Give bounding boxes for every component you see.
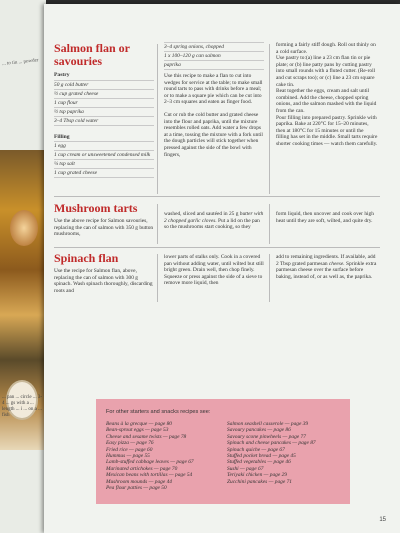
list-item: Beans à la grecque — page 80 <box>106 421 172 427</box>
column-divider <box>157 44 158 194</box>
pastry-heading: Pastry <box>54 72 70 78</box>
ingredient: ¼ tsp salt <box>54 159 154 168</box>
method-paragraph: Beat together the eggs, cream and salt until combined. Add the cheese, chopped spring onions, and the salmon mashed with the liquid from the can. <box>276 88 377 114</box>
method-paragraph: Use this recipe to make a flan to cut into wedges for service at the table; to make small round tarts to pass with drinks before a meal; or to make a square pie which can be cut into 2–3 cm squares and eaten as finger food. <box>164 73 263 106</box>
method-paragraph: Pour filling into prepared pastry. Sprinkle with paprika. Bake at 220°C for 15–20 minutes, then at 180°C for 15 minutes or until the filling has set in the middle. Small tarts require shorter cooking times — watch them carefully. <box>276 114 378 147</box>
list-item: Mushroom mounds — page 44 <box>106 478 172 485</box>
spinach-flan-col1 <box>54 252 154 294</box>
filling-heading: Filling <box>54 133 70 140</box>
mushroom-tarts-col2 <box>164 211 264 231</box>
salmon-flan-col3 <box>276 42 378 148</box>
spinach-flan-title: Spinach flan <box>54 251 119 265</box>
ingredient: ½ cup grated cheese <box>54 89 154 98</box>
list-item: Zucchini pancakes — page 71 <box>227 478 292 485</box>
list-item: Bean-sprout eggs — page 53 <box>106 427 169 434</box>
salmon-flan-col1 <box>54 42 154 178</box>
ingredient: 3–4 spring onions, chopped <box>164 42 264 51</box>
dish-image <box>10 210 38 246</box>
ingredient: 1 cup grated cheese <box>54 168 154 178</box>
list-item: Mexican beans with tortillas — page 54 <box>106 472 193 479</box>
list-item: Hummus — page 55 <box>106 453 150 460</box>
previous-page-text: ... to tin ... powder <box>1 58 39 68</box>
mushroom-text-c: Put a lid on the pan so the mushrooms start cooking, so they <box>164 217 260 231</box>
column-divider <box>269 254 270 302</box>
column-divider <box>157 204 158 244</box>
spinach-text: Use the recipe for Salmon flan, above, replacing the can of salmon with 300 g spinach. Wash spinach thoroughly, discarding roots and <box>54 268 153 294</box>
column-divider <box>157 254 158 302</box>
pastry-ingredients <box>54 80 154 126</box>
ingredient: ½ tsp paprika <box>54 107 154 116</box>
list-item: Lamb-stuffed cabbage leaves — page 67 <box>106 459 194 466</box>
mushroom-text: form liquid, then uncover and cook over high heat until they are soft, wilted, and quite dry. <box>276 211 374 224</box>
method-paragraph: Cut or rub the cold butter and grated cheese into the flour and paprika, until the mixture resembles rolled oats. Add water a few drops at a time, tossing the mixture with a fork until the dough particles will stick together when pressed against the side of the bowl with fingers, <box>164 111 263 158</box>
mushroom-text-italic: butter with 2 chopped garlic cloves. <box>164 211 264 224</box>
mushroom-text <box>164 211 264 231</box>
list-item: Marinated artichokes — page 70 <box>106 465 178 472</box>
list-item: Cheese and sesame twists — page 78 <box>106 433 187 440</box>
mushroom-tarts-col3 <box>276 211 378 224</box>
list-item: Pea flour patties — page 50 <box>106 485 167 492</box>
related-recipes-left <box>106 421 219 491</box>
section-divider <box>54 196 380 197</box>
spinach-text-c: Sprinkle extra parmesan cheese over the surface before baking, instead of, or as well as, the paprika. <box>276 260 377 280</box>
ingredient: 1 cup cream or unsweetened condensed milk <box>54 150 154 159</box>
method-paragraph: forming a fairly stiff dough. Roll out thinly on a cold surface. <box>276 42 376 55</box>
ingredient: 50 g cold butter <box>54 80 154 89</box>
list-item: Salmon seashell casserole — page 39 <box>227 421 309 427</box>
list-item: Spinach and cheese pancakes — page 87 <box>227 440 316 447</box>
spinach-text-italic: cheese. <box>328 260 345 267</box>
list-item: Savoury pancakes — page 86 <box>227 427 291 434</box>
list-item: Stuffed vegetables — page 46 <box>227 459 291 466</box>
salmon-flan-title: Salmon flan or savouries <box>54 41 130 68</box>
ingredient: 1 x 100–120 g can salmon <box>164 51 264 60</box>
spinach-flan-col3 <box>276 254 378 280</box>
list-item: Spinach quiche — page 67 <box>227 446 285 453</box>
column-divider <box>269 44 270 194</box>
related-recipes-intro: For other starters and snacks recipes see: <box>106 409 211 415</box>
filling-ingredients <box>54 141 154 178</box>
list-item: Fried rice — page 60 <box>106 446 153 453</box>
filling-ingredients-cont <box>164 42 264 70</box>
recipe-page <box>44 4 400 533</box>
section-divider <box>54 247 380 248</box>
page-number: 15 <box>379 517 386 523</box>
mushroom-tarts-col1 <box>54 202 154 238</box>
method-paragraph: Use pastry to:(a) line a 23 cm flan tin or pie plate; or (b) line patty pans by cutting pastry into small rounds with a fluted cutter. (Re-roll and cut scraps too); or (c) line a 23 cm square cake tin. <box>276 55 376 88</box>
spinach-text-a: add to remaining ingredients. If available, add 2 Tbsp grated parmesan <box>276 254 376 267</box>
ingredient: 1 egg <box>54 141 154 150</box>
list-item: Easy pizza — page 76 <box>106 440 154 447</box>
ingredient: 1 cup flour <box>54 98 154 107</box>
spinach-text <box>276 254 378 280</box>
mushroom-text-a: washed, sliced and sautéed in 25 g <box>164 211 240 217</box>
previous-page-caption: ... pan ... circle ... 3-4 ... gs with a ... length ... i ... on a ... fish <box>2 395 42 418</box>
column-divider <box>269 204 270 244</box>
salmon-flan-col2 <box>164 42 264 158</box>
list-item: Teriyaki chicken — page 29 <box>227 472 287 479</box>
spinach-text: lower parts of stalks only. Cook in a covered pan without adding water, until wilted but still bright green. Drain well, then chop finely. Squeeze or press against the side of a sieve to remove more liquid, then <box>164 254 264 287</box>
spinach-flan-col2 <box>164 254 264 287</box>
mushroom-tarts-title: Mushroom tarts <box>54 201 138 215</box>
list-item: Stuffed pocket bread — page 45 <box>227 453 296 460</box>
ingredient: 3–4 Tbsp cold water <box>54 116 154 126</box>
ingredient: paprika <box>164 60 264 70</box>
related-recipes-box <box>96 399 350 504</box>
previous-page <box>0 0 46 533</box>
list-item: Sushi — page 67 <box>227 465 264 472</box>
related-recipes-right <box>227 421 340 491</box>
list-item: Savoury scone pinwheels — page 77 <box>227 433 306 440</box>
mushroom-text: Use the above recipe for Salmon savouries, replacing the can of salmon with 350 g button mushrooms, <box>54 218 154 238</box>
